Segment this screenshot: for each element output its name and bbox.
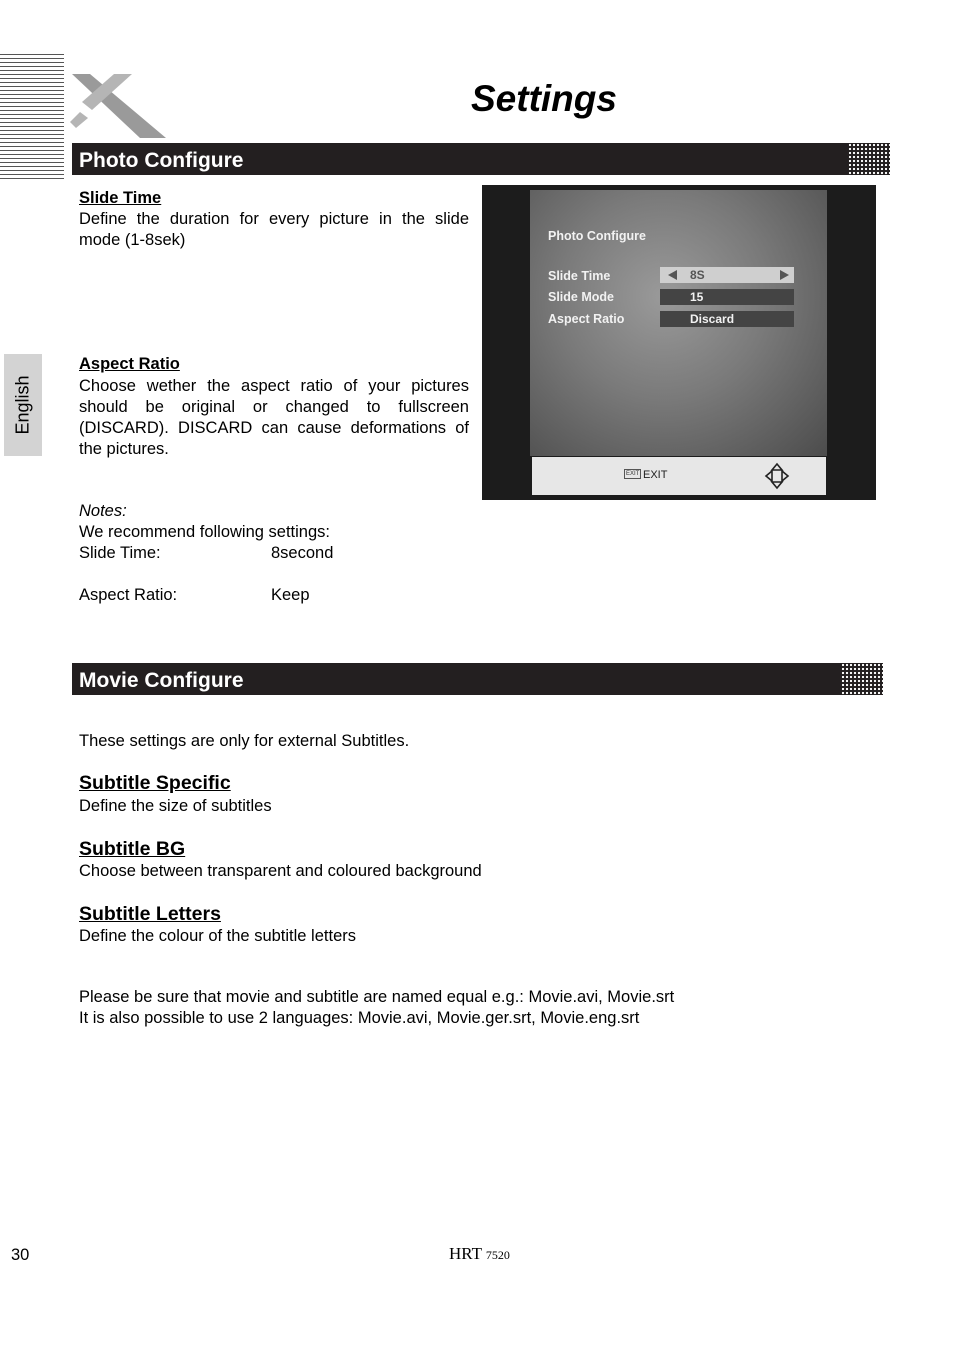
subtitle-bg-heading: Subtitle BG <box>79 838 186 860</box>
slide-time-heading: Slide Time <box>79 189 162 207</box>
osd-slide-time-field <box>660 267 794 283</box>
arrow-right-icon <box>780 270 789 280</box>
footer-brand-name: HRT <box>449 1244 482 1263</box>
language-tab-label: English <box>12 375 33 435</box>
halftone-decoration <box>848 143 890 175</box>
section-bar-photo <box>72 143 890 175</box>
naming-note-1: Please be sure that movie and subtitle are named equal e.g.: Movie.avi, Movie.srt <box>79 988 675 1006</box>
osd-item-value: Discard <box>690 312 735 326</box>
section-title-movie: Movie Configure <box>79 669 244 692</box>
section-bar-movie <box>72 663 883 695</box>
osd-item-label: Aspect Ratio <box>548 312 625 326</box>
arrow-left-icon <box>668 270 677 280</box>
osd-item-value: 15 <box>690 290 704 304</box>
osd-title: Photo Configure <box>548 229 646 243</box>
subtitle-specific-text: Define the size of subtitles <box>79 797 272 815</box>
subtitle-letters-text: Define the colour of the subtitle letters <box>79 927 356 945</box>
rec-slide-time-label: Slide Time: <box>79 544 161 562</box>
notes-intro: We recommend following settings: <box>79 523 330 541</box>
footer-model: 7520 <box>485 1248 510 1262</box>
page-title: Settings <box>471 78 617 119</box>
navigation-arrows-icon <box>764 462 790 490</box>
exit-key-icon: EXIT <box>626 471 640 477</box>
subtitle-specific-heading: Subtitle Specific <box>79 772 231 794</box>
osd-footer <box>532 457 826 495</box>
osd-item-label: Slide Mode <box>548 290 614 304</box>
osd-slide-mode-field <box>660 289 794 305</box>
subtitle-bg-text: Choose between transparent and coloured background <box>79 862 482 880</box>
brand-logo-icon <box>70 72 170 140</box>
naming-note-2: It is also possible to use 2 languages: Movie.avi, Movie.ger.srt, Movie.eng.srt <box>79 1009 640 1027</box>
footer-brand <box>449 1244 510 1264</box>
osd-exit-label: EXIT <box>643 469 668 481</box>
slide-time-text: Define the duration for every picture in the slide mode (1-8sek) <box>79 210 469 249</box>
aspect-ratio-text: Choose wether the aspect ratio of your pictures should be original or changed to fullscreen (DISCARD). DISCARD can cause deformations of the pictures. <box>79 377 469 458</box>
movie-intro: These settings are only for external Subtitles. <box>79 732 410 750</box>
osd-item-label: Slide Time <box>548 269 611 283</box>
aspect-ratio-heading: Aspect Ratio <box>79 355 180 373</box>
page-number: 30 <box>11 1246 30 1264</box>
osd-item-value: 8S <box>690 268 705 282</box>
rec-slide-time-value: 8second <box>271 544 334 562</box>
rec-aspect-value: Keep <box>271 586 310 604</box>
rec-aspect-label: Aspect Ratio: <box>79 586 178 604</box>
notes-label: Notes: <box>79 502 127 520</box>
header-stripes <box>0 54 64 182</box>
language-tab <box>4 354 42 456</box>
osd-screenshot <box>482 185 876 500</box>
subtitle-letters-heading: Subtitle Letters <box>79 903 221 925</box>
section-title-photo: Photo Configure <box>79 149 244 172</box>
osd-aspect-ratio-field <box>660 311 794 327</box>
halftone-decoration <box>841 663 883 695</box>
osd-screen <box>530 190 827 456</box>
